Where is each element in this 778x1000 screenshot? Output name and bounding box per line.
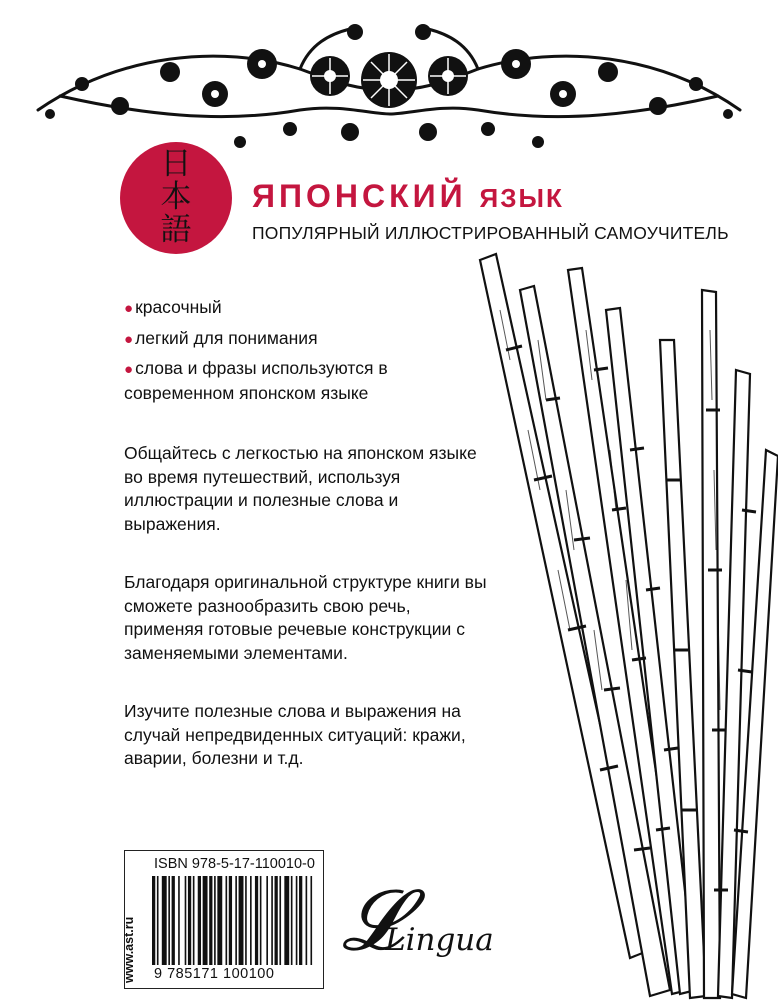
seal-kanji-1: 日 xyxy=(160,146,192,182)
barcode-bar xyxy=(235,876,237,965)
barcode-bar xyxy=(193,876,195,965)
barcode-bar xyxy=(168,876,170,965)
book-title-main: ЯПОНСКИЙ xyxy=(252,178,467,214)
barcode-bar xyxy=(250,876,252,965)
barcode-bar xyxy=(239,876,244,965)
feature-text: красочный xyxy=(135,297,222,317)
barcode-bar xyxy=(188,876,191,965)
barcode-icon xyxy=(152,876,317,965)
barcode-bar xyxy=(245,876,247,965)
ean-digits: 9 785171 100100 xyxy=(154,966,275,982)
paragraph-communication: Общайтесь с легкостью на японском языке во время путешествий, используя иллюстрации и полезные слова и выражения. xyxy=(124,443,477,534)
paragraph-structure: Благодаря оригинальной структуре книги вы сможете разнообразить свою речь, применяя готовые речевые конструкции с заменяемыми элементами. xyxy=(124,572,487,663)
barcode-bar xyxy=(198,876,201,965)
barcode-bar xyxy=(214,876,216,965)
bullet-icon: ● xyxy=(124,330,134,348)
barcode-bar xyxy=(306,876,308,965)
barcode-bar xyxy=(226,876,228,965)
barcode-bar xyxy=(209,876,212,965)
barcode-bar xyxy=(271,876,273,965)
isbn-text: ISBN 978-5-17-110010-0 xyxy=(154,856,315,872)
seal-kanji xyxy=(158,148,194,247)
feature-text: слова и фразы используются в современном японском языке xyxy=(124,358,388,403)
barcode-bar xyxy=(275,876,278,965)
book-subtitle: ПОПУЛЯРНЫЙ ИЛЛЮСТРИРОВАННЫЙ САМОУЧИТЕЛЬ xyxy=(252,223,729,243)
barcode-bar xyxy=(266,876,268,965)
barcode-bar xyxy=(162,876,167,965)
bamboo-illustration xyxy=(470,250,778,1000)
description-column xyxy=(124,296,494,806)
barcode-bar xyxy=(296,876,298,965)
barcode-bar xyxy=(299,876,302,965)
publisher-logo: Lingua xyxy=(385,922,494,958)
barcode-bar xyxy=(291,876,293,965)
publisher-logo-mark: 𝓛 xyxy=(342,871,404,969)
seal-kanji-2: 本 xyxy=(160,179,192,215)
paragraph-emergencies: Изучите полезные слова и выражения на случай непредвиденных ситуаций: кражи, аварии, болезни и т.д. xyxy=(124,701,466,768)
list-item xyxy=(124,296,494,321)
book-title-sub: ЯЗЫК xyxy=(479,183,564,213)
book-title xyxy=(252,177,564,217)
list-item xyxy=(124,357,494,405)
barcode-bar xyxy=(178,876,180,965)
feature-text: легкий для понимания xyxy=(135,327,318,348)
feature-list xyxy=(124,296,494,405)
barcode-bar xyxy=(284,876,289,965)
barcode-bar xyxy=(172,876,175,965)
barcode-bar xyxy=(157,876,159,965)
barcode-bar xyxy=(310,876,312,965)
website-text: www.ast.ru xyxy=(122,916,136,983)
bullet-icon: ● xyxy=(124,361,134,378)
barcode-bar xyxy=(217,876,222,965)
barcode-bar xyxy=(152,876,155,965)
cherry-blossom-ornament xyxy=(0,14,778,164)
barcode-bar xyxy=(255,876,258,965)
barcode-bar xyxy=(279,876,281,965)
seal-kanji-3: 語 xyxy=(160,212,192,248)
barcode-bar xyxy=(185,876,187,965)
bullet-icon: ● xyxy=(124,300,134,317)
barcode-bar xyxy=(260,876,262,965)
barcode-bar xyxy=(229,876,232,965)
list-item xyxy=(124,327,494,352)
barcode-bar xyxy=(203,876,208,965)
